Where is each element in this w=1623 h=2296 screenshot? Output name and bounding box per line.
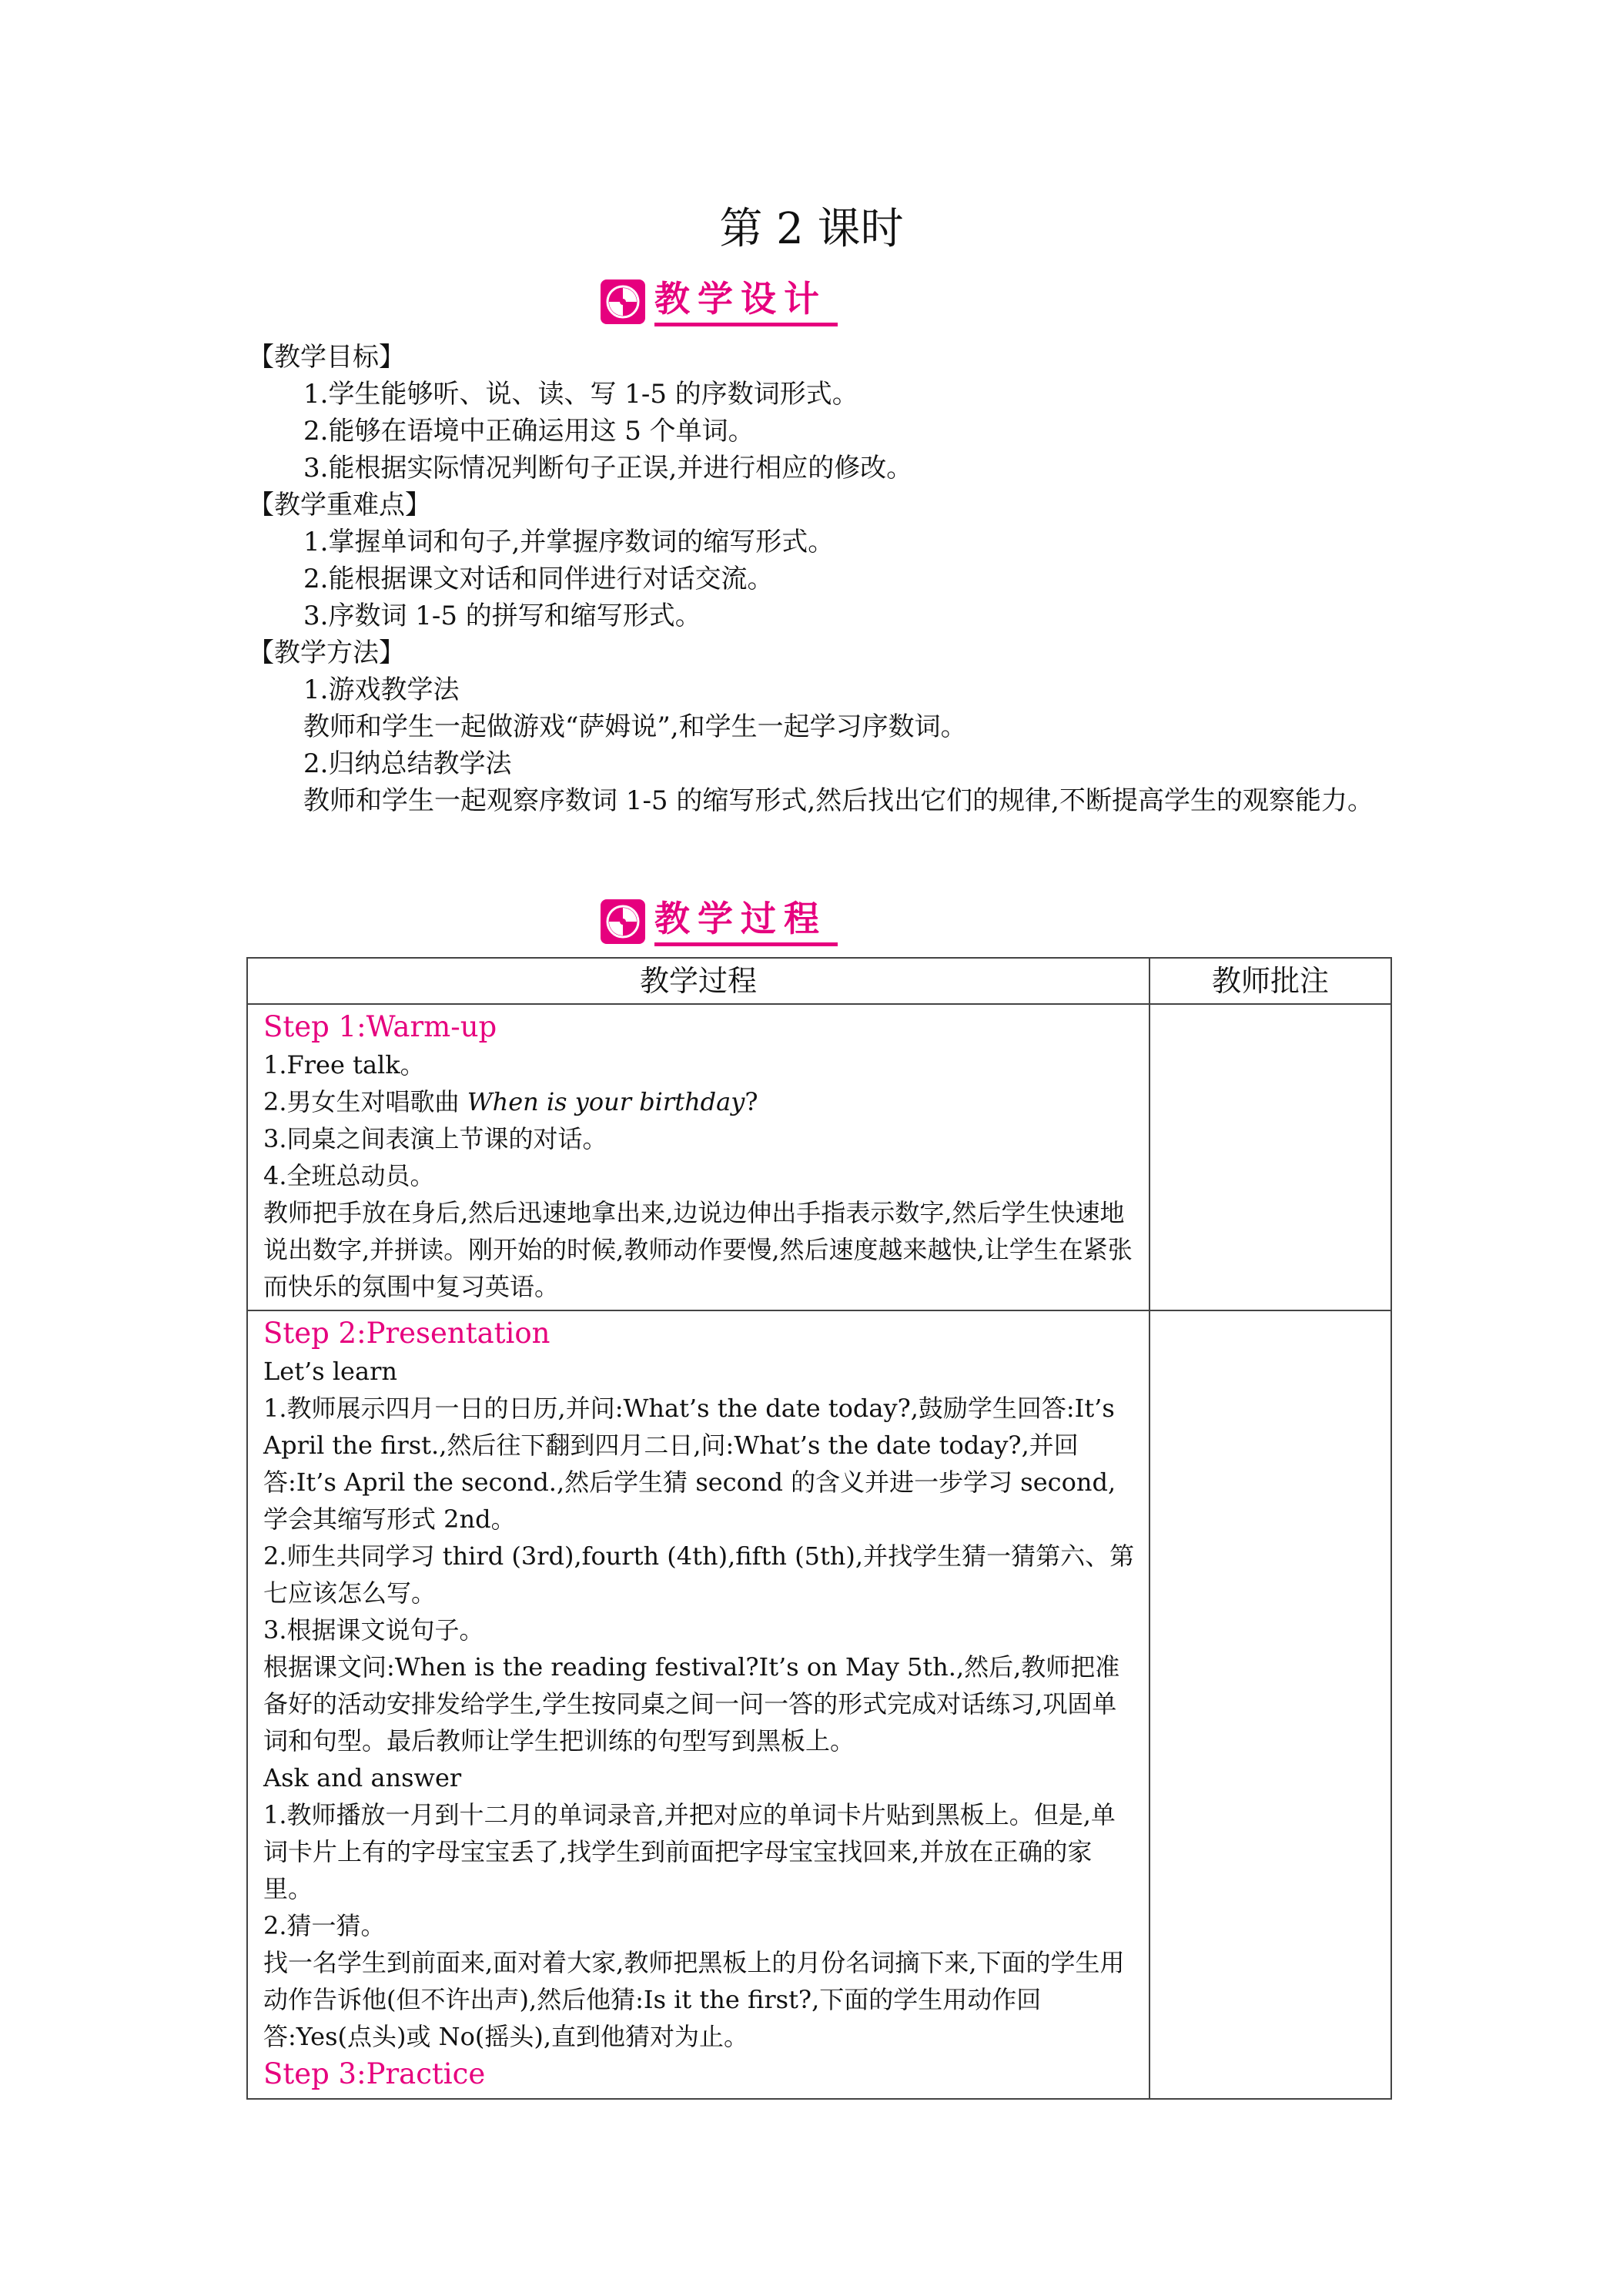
column-header-notes: 教师批注 [1149, 958, 1391, 1004]
column-header-process: 教学过程 [247, 958, 1149, 1004]
step-line: 4.全班总动员。 [263, 1161, 435, 1190]
objective-item: 3.能根据实际情况判断句子正误,并进行相应的修改。 [303, 453, 913, 484]
step-line: 根据课文问:When is the reading festival?It’s on May 5th.,然后,教师把准备好的活动安排发给学生,学生按同桌之间一问一答的形式完成对话练习,巩固单词和句型。最后教师让学生把训练的句型写到黑板上。 [263, 1652, 1120, 1755]
section-heading-label: 教学过程 [654, 898, 838, 946]
step-line: 1.Free talk。 [263, 1050, 425, 1079]
step-line: 2.猜一猜。 [263, 1911, 386, 1940]
keypoint-item: 1.掌握单词和句子,并掌握序数词的缩写形式。 [303, 527, 835, 557]
step-line: 1.教师播放一月到十二月的单词录音,并把对应的单词卡片贴到黑板上。但是,单词卡片上有的字母宝宝丢了,找学生到前面把字母宝宝找回来,并放在正确的家里。 [263, 1800, 1116, 1903]
table-row [247, 1310, 1391, 2099]
step-line-text: 2.男女生对唱歌曲 [263, 1087, 467, 1116]
teaching-process-table [246, 957, 1392, 2100]
step3-title: Step 3:Practice [263, 2057, 486, 2090]
step-subheading: Ask and answer [263, 1763, 462, 1792]
page-title: 第 2 课时 [719, 204, 904, 254]
section-heading-design [601, 277, 847, 326]
step-line: 3.根据课文说句子。 [263, 1615, 484, 1645]
teacher-notes-cell[interactable] [1149, 1004, 1391, 1310]
step-subheading: Let’s learn [263, 1357, 397, 1386]
table-row [247, 1004, 1391, 1310]
song-title: When is your birthday [467, 1087, 745, 1116]
methods-heading: 【教学方法】 [248, 638, 405, 668]
objective-item: 1.学生能够听、说、读、写 1-5 的序数词形式。 [303, 379, 858, 410]
step-line: 3.同桌之间表演上节课的对话。 [263, 1124, 607, 1153]
step-line-text: ? [745, 1087, 758, 1116]
step1-title: Step 1:Warm-up [263, 1010, 497, 1043]
step-line: 教师把手放在身后,然后迅速地拿出来,边说边伸出手指表示数字,然后学生快速地说出数字,并拼读。刚开始的时候,教师动作要慢,然后速度越来越快,让学生在紧张而快乐的氛围中复习英语。 [263, 1198, 1133, 1301]
objective-item: 2.能够在语境中正确运用这 5 个单词。 [303, 416, 755, 447]
pinwheel-logo-icon [601, 899, 645, 944]
objectives-heading: 【教学目标】 [248, 342, 405, 373]
method-text: 教师和学生一起做游戏“萨姆说”,和学生一起学习序数词。 [303, 711, 967, 742]
section-heading-process [601, 897, 847, 946]
step-line: 2.师生共同学习 third (3rd),fourth (4th),fifth (5th),并找学生猜一猜第六、第七应该怎么写。 [263, 1541, 1135, 1608]
section-heading-label: 教学设计 [654, 278, 838, 326]
keypoint-item: 2.能根据课文对话和同伴进行对话交流。 [303, 564, 774, 594]
keypoints-heading: 【教学重难点】 [248, 490, 431, 520]
method-title: 1.游戏教学法 [303, 674, 460, 705]
teacher-notes-cell[interactable] [1149, 1310, 1391, 2099]
keypoint-item: 3.序数词 1-5 的拼写和缩写形式。 [303, 601, 701, 631]
step1-cell [247, 1004, 1149, 1310]
step-line [263, 1083, 1135, 1120]
table-header-row [247, 958, 1391, 1004]
step2-title: Step 2:Presentation [263, 1317, 550, 1350]
method-text: 教师和学生一起观察序数词 1-5 的缩写形式,然后找出它们的规律,不断提高学生的观察能力。 [303, 785, 1374, 816]
step2-cell [247, 1310, 1149, 2099]
method-title: 2.归纳总结教学法 [303, 748, 512, 779]
lesson-design-text [248, 339, 1387, 819]
pinwheel-logo-icon [601, 279, 645, 324]
step-line: 找一名学生到前面来,面对着大家,教师把黑板上的月份名词摘下来,下面的学生用动作告诉他(但不许出声),然后他猜:Is it the first?,下面的学生用动作回答:Yes(点头)或 No(摇头),直到他猜对为止。 [263, 1948, 1125, 2051]
step-line: 1.教师展示四月一日的日历,并问:What’s the date today?,鼓励学生回答:It’s April the first.,然后往下翻到四月二日,问:What’s the date today?,并回答:It’s April the second.,然后学生猜 second 的含义并进一步学习 second,学会其缩写形式 2nd。 [263, 1394, 1116, 1534]
